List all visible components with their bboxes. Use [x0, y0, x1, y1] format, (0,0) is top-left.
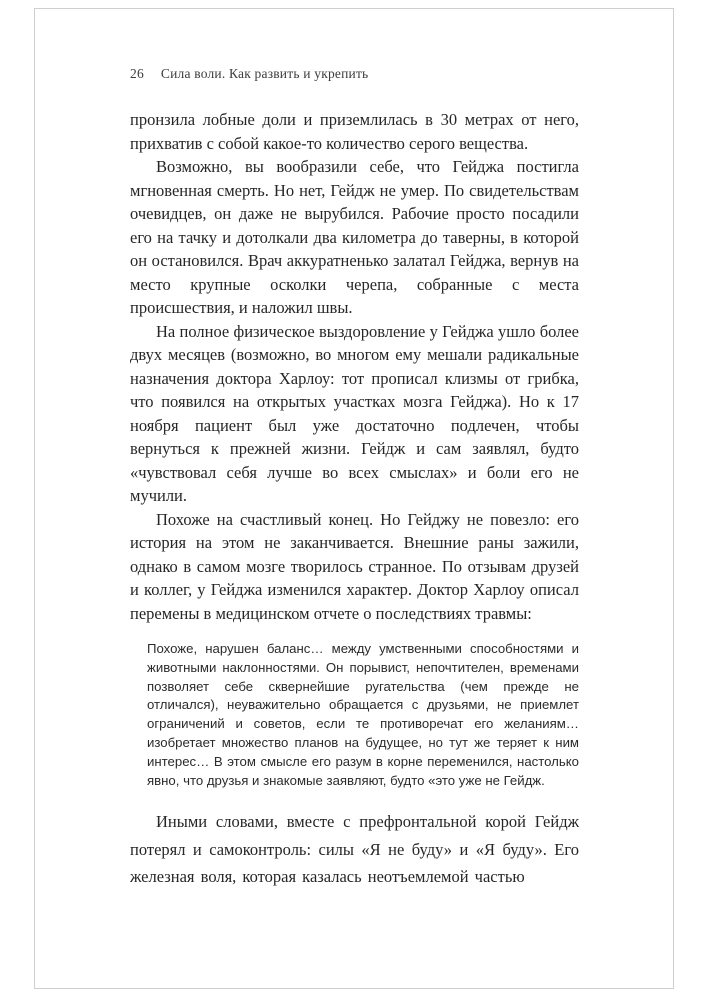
- page-number: 26: [130, 66, 144, 81]
- paragraph: На полное физическое выздоровление у Гейджа ушло более двух месяцев (возможно, во многом ему мешали радикальные назначения доктора Харлоу: тот прописал клизмы от грибка, что появился на открытых участках мозга Гейджа). Но к 17 ноября пациент был уже достаточно подлечен, чтобы вернуться к прежней жизни. Гейдж и сам заявлял, будто «чувствовал себя лучше во всех смыслах» и боли его не мучили.: [130, 321, 579, 505]
- paragraph: пронзила лобные доли и приземлилась в 30 метрах от него, прихватив с собой какое-то количество серого вещества.: [130, 110, 579, 153]
- page-header: [130, 66, 579, 82]
- block-quote: Похоже, нарушен баланс… между умственными способностями и животными наклонностями. Он порывист, непочтителен, временами позволяет себе сквернейшие ругательства (чем прежде не отличался), неуважительно обращается с друзьями, не приемлет ограничений и советов, если те противоречат его желаниям… изобретает множество планов на будущее, но тут же теряет к ним интерес… В этом смысле его разум в корне переменился, настолько явно, что друзья и знакомые заявляют, будто «это уже не Гейдж.: [147, 641, 579, 788]
- paragraph: Возможно, вы вообразили себе, что Гейджа постигла мгновенная смерть. Но нет, Гейдж не умер. По свидетельствам очевидцев, он даже не вырубился. Рабочие просто посадили его на тачку и дотолкали два километра до таверны, в которой он остановился. Врач аккуратненько залатал Гейджа, вернув на место крупные осколки черепа, собранные с места происшествия, и наложил швы.: [130, 157, 579, 317]
- paragraph: Похоже на счастливый конец. Но Гейджу не повезло: его история на этом не заканчивается. Внешние раны зажили, однако в самом мозге творилось странное. По отзывам друзей и коллег, у Гейджа изменился характер. Доктор Харлоу описал перемены в медицинском отчете о последствиях травмы:: [130, 509, 579, 623]
- page-content: [130, 66, 579, 891]
- paragraph: Иными словами, вместе с префронтальной корой Гейдж потерял и самоконтроль: силы «Я не буду» и «Я буду». Его железная воля, которая казалась неотъемлемой частью: [130, 812, 579, 887]
- running-title: Сила воли. Как развить и укрепить: [160, 66, 369, 81]
